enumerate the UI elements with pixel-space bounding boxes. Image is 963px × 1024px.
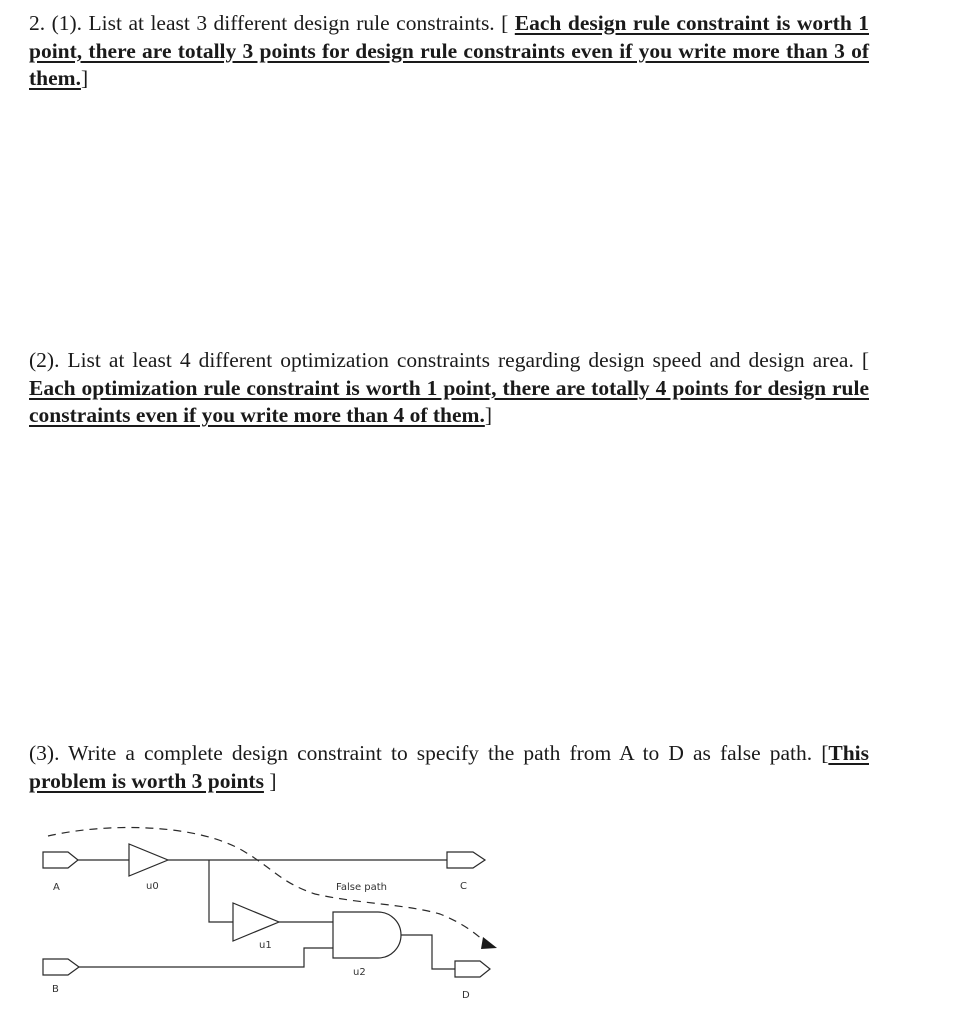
false-path-arrowhead	[481, 937, 497, 949]
port-b-label: B	[52, 984, 59, 995]
buffer-u0	[129, 844, 168, 876]
input-port-a	[43, 852, 78, 868]
question-2-3-text: (3). Write a complete design constraint to specify the path from A to D as false path. [	[29, 741, 829, 765]
output-port-d	[455, 961, 490, 977]
question-2-2-close: ]	[484, 403, 492, 427]
false-path-label: False path	[336, 882, 388, 893]
false-path-circuit-diagram	[40, 822, 510, 1007]
buffer-u1-label: u1	[259, 940, 272, 951]
and-gate-u2	[333, 912, 401, 958]
question-2-2-text: (2). List at least 4 different optimization constraints regarding design speed and design area. [	[29, 348, 869, 372]
input-port-b	[43, 959, 79, 975]
question-2-3-close: ]	[263, 768, 277, 793]
and-gate-u2-label: u2	[353, 967, 366, 978]
port-d-label: D	[462, 990, 470, 1001]
port-c-label: C	[460, 881, 467, 892]
wire-u0-to-u1	[209, 860, 233, 922]
wire-u2-to-d	[401, 935, 455, 969]
question-2-3	[29, 740, 869, 795]
question-2-1	[29, 10, 869, 93]
question-2-1-text: 2. (1). List at least 3 different design rule constraints. [	[29, 11, 515, 35]
wire-b-to-u2	[79, 948, 333, 967]
question-2-1-close: ]	[80, 66, 89, 90]
question-2-2-points-note: Each optimization rule constraint is worth 1 point, there are totally 4 points for design rule constraints even if you write more than 4 of them.	[29, 375, 869, 427]
question-2-1-points-note: Each design rule constraint is worth 1 point, there are totally 3 points for design rule constraints even if you write more than 3 of them.	[29, 11, 869, 90]
port-a-label: A	[53, 882, 60, 893]
question-2-2	[29, 347, 869, 430]
output-port-c	[447, 852, 485, 868]
buffer-u0-label: u0	[146, 881, 159, 892]
question-2-3-points-note: This problem is worth 3 points	[29, 741, 869, 793]
buffer-u1	[233, 903, 279, 941]
